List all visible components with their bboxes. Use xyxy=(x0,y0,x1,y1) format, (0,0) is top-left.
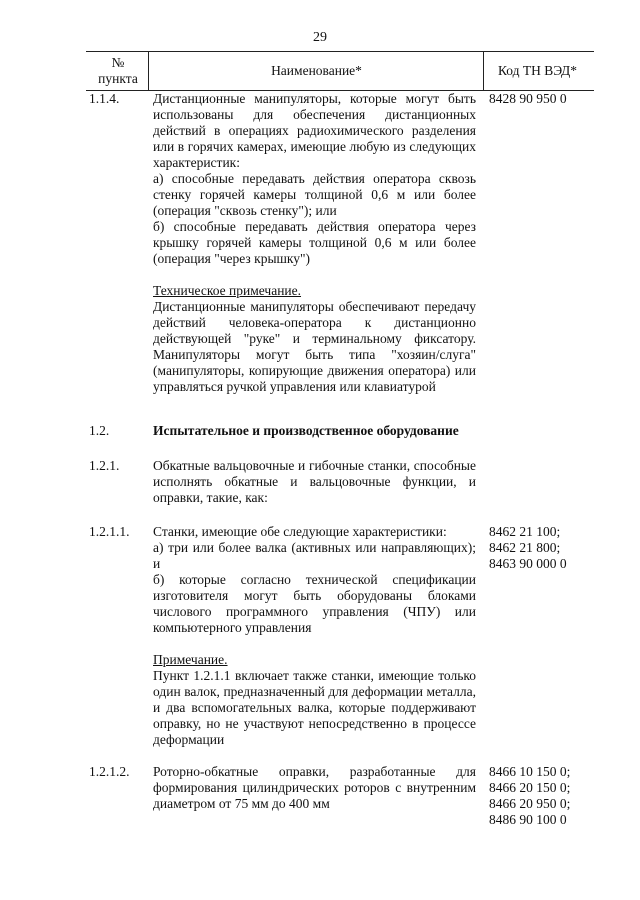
paragraph: Обкатные вальцовочные и гибочные станки, способные исполнять обкатные и вальцовочные функции, и оправки, такие, как: xyxy=(153,458,476,505)
row-number: 1.2.1.1. xyxy=(89,524,130,539)
paragraph: Дистанционные манипуляторы, которые могут быть использованы для обеспечения дистанционных действий в операциях радиохимического разделения или в горячих камерах, имеющие любую из следующих характеристик: xyxy=(153,91,476,170)
tnved-code: 8466 20 150 0; xyxy=(489,780,571,795)
header-name-column: Наименование* xyxy=(271,63,362,78)
page-number: 29 xyxy=(313,30,327,45)
row-description xyxy=(153,458,476,506)
row-number: 1.1.4. xyxy=(89,91,120,106)
row-codes xyxy=(489,91,589,107)
tnved-code: 8486 90 100 0 xyxy=(489,812,567,827)
tnved-code: 8466 10 150 0; xyxy=(489,764,571,779)
header-number-symbol: № xyxy=(111,55,125,70)
tnved-code: 8466 20 950 0; xyxy=(489,796,571,811)
paragraph: а) способные передавать действия оператора сквозь стенку горячей камеры толщиной 0,6 м или более (операция "сквозь стенку"); или xyxy=(153,171,476,218)
note-title: Примечание. xyxy=(153,652,228,667)
row-codes xyxy=(489,524,589,572)
paragraph: Роторно-обкатные оправки, разработанные для формирования цилиндрических роторов с внутренним диаметром от 75 мм до 400 мм xyxy=(153,764,476,811)
row-description xyxy=(153,764,476,812)
section-title: Испытательное и производственное оборудование xyxy=(153,423,459,438)
row-description xyxy=(153,524,476,748)
header-divider-2 xyxy=(483,51,484,91)
row-number: 1.2. xyxy=(89,423,110,438)
paragraph: а) три или более валка (активных или направляющих); и xyxy=(153,540,476,571)
row-number: 1.2.1. xyxy=(89,458,120,473)
row-codes xyxy=(489,764,589,828)
note-text: Пункт 1.2.1.1 включает также станки, имеющие только один валок, предназначенный для деформации металла, и два вспомогательных валка, которые поддерживают оправку, но не участвуют непосредственно в процессе деформации xyxy=(153,668,476,747)
header-number-column xyxy=(88,52,148,90)
row-number: 1.2.1.2. xyxy=(89,764,130,779)
header-number-label: пункта xyxy=(98,71,138,86)
tnved-code: 8463 90 000 0 xyxy=(489,556,567,571)
paragraph: б) которые согласно технической спецификации изготовителя могут быть оборудованы блоками числового программного управления (ЧПУ) или компьютерного управления xyxy=(153,572,476,635)
tnved-code: 8462 21 100; xyxy=(489,524,561,539)
header-code-column: Код ТН ВЭД* xyxy=(497,63,578,78)
paragraph: б) способные передавать действия оператора через крышку горячей камеры толщиной 0,6 м или более (операция "через крышку") xyxy=(153,219,476,266)
header-divider-1 xyxy=(148,51,149,91)
note-title: Техническое примечание. xyxy=(153,283,302,298)
tnved-code: 8428 90 950 0 xyxy=(489,91,567,106)
note-text: Дистанционные манипуляторы обеспечивают передачу действий человека-оператора к дистанционно действующей "руке" и терминальному фиксатору. Манипуляторы могут быть типа "хозяин/слуга" (манипуляторы, копирующие движения оператора) или управляться ручкой управления или клавиатурой xyxy=(153,299,476,394)
tnved-code: 8462 21 800; xyxy=(489,540,561,555)
paragraph: Станки, имеющие обе следующие характеристики: xyxy=(153,524,447,539)
row-description xyxy=(153,91,476,395)
